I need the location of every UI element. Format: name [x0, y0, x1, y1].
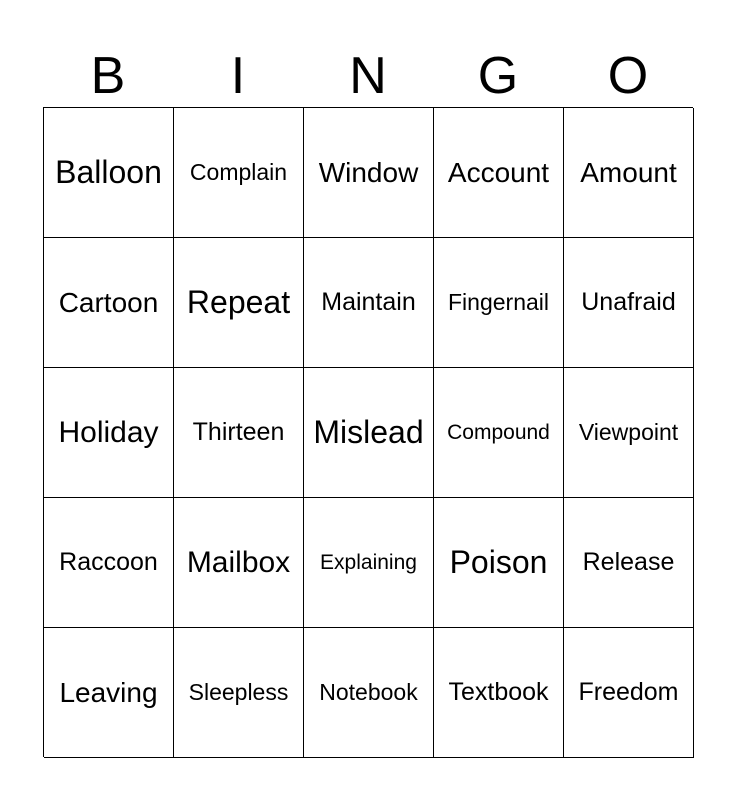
bingo-cell[interactable]: Maintain [304, 238, 434, 368]
bingo-cell[interactable]: Mailbox [174, 498, 304, 628]
bingo-cell[interactable]: Account [434, 108, 564, 238]
header-letter-o: O [607, 47, 649, 105]
bingo-cell[interactable]: Fingernail [434, 238, 564, 368]
bingo-cell[interactable]: Cartoon [44, 238, 174, 368]
bingo-cell[interactable]: Mislead [304, 368, 434, 498]
bingo-cell[interactable]: Release [564, 498, 694, 628]
bingo-cell[interactable]: Textbook [434, 628, 564, 758]
bingo-cell[interactable]: Balloon [44, 108, 174, 238]
bingo-cell[interactable]: Compound [434, 368, 564, 498]
header-letter-i: I [230, 47, 246, 105]
bingo-cell[interactable]: Amount [564, 108, 694, 238]
bingo-cell[interactable]: Viewpoint [564, 368, 694, 498]
bingo-cell[interactable]: Notebook [304, 628, 434, 758]
bingo-cell[interactable]: Raccoon [44, 498, 174, 628]
header-letter-n: N [349, 47, 387, 105]
header-letter-g: G [477, 47, 519, 105]
bingo-header [43, 44, 693, 108]
bingo-cell[interactable]: Thirteen [174, 368, 304, 498]
bingo-cell[interactable]: Explaining [304, 498, 434, 628]
bingo-cell[interactable]: Repeat [174, 238, 304, 368]
bingo-cell[interactable]: Unafraid [564, 238, 694, 368]
bingo-cell[interactable]: Window [304, 108, 434, 238]
bingo-cell[interactable]: Poison [434, 498, 564, 628]
bingo-cell[interactable]: Freedom [564, 628, 694, 758]
header-letter-b: B [90, 47, 126, 105]
bingo-cell[interactable]: Holiday [44, 368, 174, 498]
bingo-cell[interactable]: Complain [174, 108, 304, 238]
bingo-board [43, 107, 693, 757]
bingo-cell[interactable]: Sleepless [174, 628, 304, 758]
bingo-cell[interactable]: Leaving [44, 628, 174, 758]
